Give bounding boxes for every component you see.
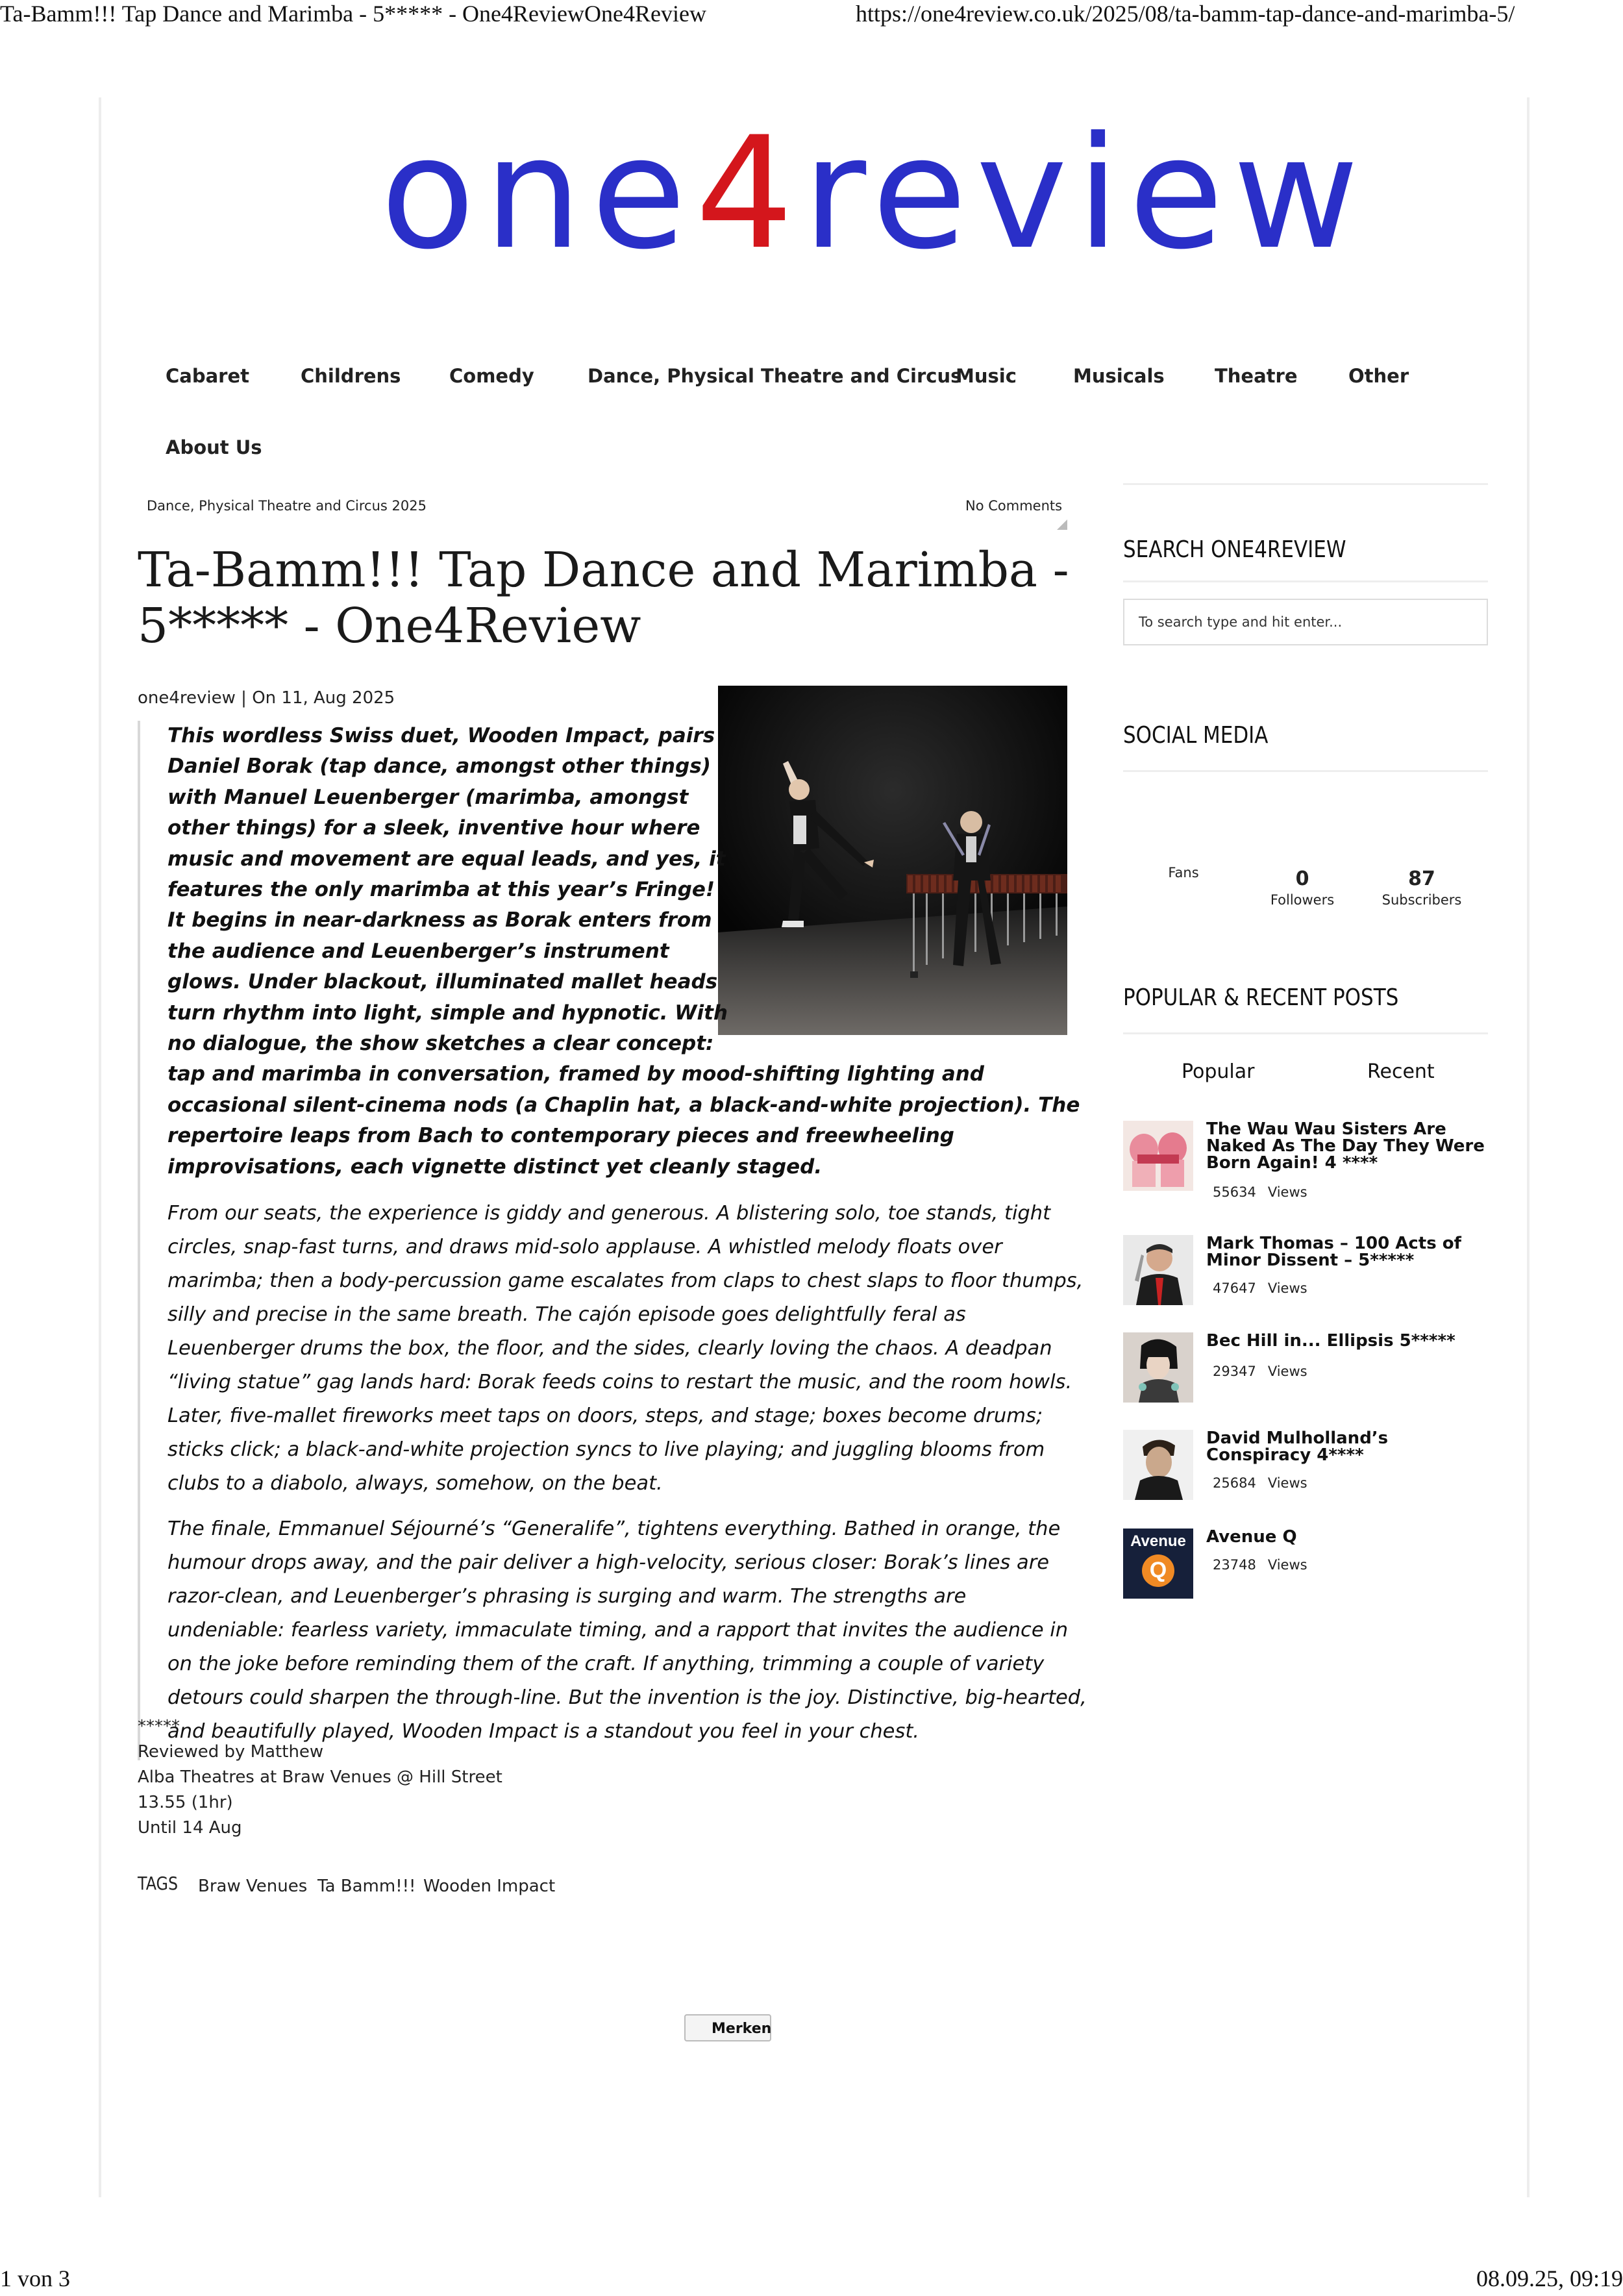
- thumb-avenue-text: Avenue: [1130, 1532, 1186, 1550]
- review-blockquote: [138, 721, 1089, 1760]
- views-count: 23748: [1213, 1557, 1256, 1573]
- sidebar-divider: [1123, 770, 1488, 772]
- search-heading: SEARCH ONE4REVIEW: [1123, 536, 1346, 563]
- social-subscribers[interactable]: [1367, 867, 1477, 909]
- nav-item-musicals[interactable]: Musicals: [1073, 365, 1165, 387]
- post-title: Ta-Bamm!!! Tap Dance and Marimba - 5***** - One4Review: [138, 542, 1069, 654]
- post-views: [1213, 1184, 1307, 1200]
- print-page-title: Ta-Bamm!!! Tap Dance and Marimba - 5***** - One4ReviewOne4Review: [0, 1, 706, 27]
- views-label: Views: [1267, 1364, 1307, 1379]
- list-item[interactable]: [1123, 1529, 1488, 1600]
- review-paragraph-3: The finale, Emmanuel Séjourné’s “Generalife”, tightens everything. Bathed in orange, the humour drops away, and the pair deliver a high-velocity, serious closer: Borak’s lines are razor-clean, and Leuenberger’s phrasing is surging and warm. The strengths are undeniable: fearless variety, immaculate timing, and a rapport that invites the audience in on the joke before reminding them of the craft. If anything, trimming a couple of variety detours could sharpen the through-line. But the invention is the joy. Distinctive, big-hearted, and beautifully played, Wooden Impact is a standout you feel in your chest.: [167, 1517, 1087, 1743]
- nav-item-theatre[interactable]: Theatre: [1215, 365, 1298, 387]
- post-link[interactable]: The Wau Wau Sisters Are Naked As The Day They Were Born Again! 4 ****: [1206, 1119, 1485, 1173]
- print-datetime: 08.09.25, 09:19: [1476, 2265, 1623, 2291]
- site-logo[interactable]: one4review: [380, 104, 1369, 284]
- review-details: [138, 1714, 502, 1841]
- post-link[interactable]: Bec Hill in... Ellipsis 5*****: [1206, 1331, 1456, 1351]
- post-link[interactable]: Avenue Q: [1206, 1527, 1297, 1547]
- nav-item-other[interactable]: Other: [1348, 365, 1409, 387]
- social-subscribers-count: 87: [1408, 867, 1435, 890]
- views-label: Views: [1267, 1557, 1307, 1573]
- social-followers-label: Followers: [1270, 892, 1335, 908]
- merken-button[interactable]: [684, 2014, 771, 2041]
- review-rating: *****: [138, 1717, 180, 1736]
- tags-label: TAGS: [138, 1873, 179, 1894]
- search-input[interactable]: To search type and hit enter...: [1123, 599, 1488, 645]
- nav-item-about-us[interactable]: About Us: [166, 436, 262, 458]
- popular-recent-heading: POPULAR & RECENT POSTS: [1123, 984, 1399, 1011]
- comments-corner-marker: [1057, 519, 1067, 530]
- views-count: 25684: [1213, 1475, 1256, 1491]
- tag-braw-venues[interactable]: Braw Venues: [198, 1877, 308, 1896]
- post-thumbnail[interactable]: [1123, 1235, 1193, 1305]
- social-followers-count: 0: [1295, 867, 1309, 890]
- post-views: [1213, 1364, 1307, 1379]
- nav-item-cabaret[interactable]: Cabaret: [166, 365, 250, 387]
- nav-item-childrens[interactable]: Childrens: [301, 365, 401, 387]
- post-byline: one4review | On 11, Aug 2025: [138, 688, 395, 708]
- sidebar-divider: [1123, 483, 1488, 485]
- social-fans-label: Fans: [1168, 865, 1199, 880]
- nav-item-music[interactable]: Music: [956, 365, 1017, 387]
- list-item[interactable]: [1123, 1332, 1488, 1404]
- social-subscribers-label: Subscribers: [1381, 892, 1462, 908]
- nav-item-dance[interactable]: Dance, Physical Theatre and Circus: [588, 365, 962, 387]
- views-label: Views: [1267, 1184, 1307, 1200]
- views-label: Views: [1267, 1475, 1307, 1491]
- list-item[interactable]: [1123, 1119, 1488, 1200]
- social-media-heading: SOCIAL MEDIA: [1123, 722, 1269, 749]
- tab-popular[interactable]: Popular: [1182, 1060, 1255, 1083]
- list-item[interactable]: [1123, 1430, 1488, 1501]
- social-followers[interactable]: [1247, 867, 1357, 909]
- show-time: 13.55 (1hr): [138, 1793, 233, 1812]
- views-count: 55634: [1213, 1184, 1256, 1200]
- social-fans[interactable]: [1128, 864, 1239, 882]
- tag-wooden-impact[interactable]: Wooden Impact: [423, 1877, 556, 1896]
- post-link[interactable]: David Mulholland’s Conspiracy 4****: [1206, 1429, 1389, 1465]
- sidebar-divider: [1123, 1032, 1488, 1034]
- reviewer: Reviewed by Matthew: [138, 1742, 324, 1762]
- post-thumbnail[interactable]: [1123, 1529, 1193, 1599]
- tab-recent[interactable]: Recent: [1367, 1060, 1435, 1083]
- post-views: [1213, 1557, 1307, 1573]
- tag-ta-bamm[interactable]: Ta Bamm!!!: [317, 1877, 416, 1896]
- post-link[interactable]: Mark Thomas – 100 Acts of Minor Dissent – 5*****: [1206, 1234, 1461, 1270]
- thumb-q-text: Q: [1149, 1558, 1167, 1582]
- post-views: [1213, 1475, 1307, 1491]
- run-dates: Until 14 Aug: [138, 1818, 242, 1838]
- list-item[interactable]: [1123, 1235, 1488, 1306]
- post-views: [1213, 1280, 1307, 1296]
- post-thumbnail[interactable]: [1123, 1332, 1193, 1403]
- post-thumbnail[interactable]: [1123, 1121, 1193, 1191]
- views-count: 47647: [1213, 1280, 1256, 1296]
- venue: Alba Theatres at Braw Venues @ Hill Street: [138, 1767, 502, 1787]
- post-category-link[interactable]: Dance, Physical Theatre and Circus 2025: [147, 498, 427, 514]
- print-page-url: https://one4review.co.uk/2025/08/ta-bamm-tap-dance-and-marimba-5/: [856, 1, 1515, 27]
- review-paragraph-2: From our seats, the experience is giddy and generous. A blistering solo, toe stands, tight circles, snap-fast turns, and draws mid-solo applause. A whistled melody floats over marimba; then a body-percussion game escalates from claps to chest slaps to floor thumps, silly and precise in the same breath. The cajón episode goes delightfully feral as Leuenberger drums the box, the floor, and the sides, clearly loving the chaos. A deadpan “living statue” gag lands hard: Borak feeds coins to restart the music, and the room howls. Later, five-mallet fireworks meet taps on doors, steps, and stage; boxes become drums; sticks click; a black-and-white projection syncs to live playing; and juggling blooms from clubs to a diabolo, always, somehow, on the beat.: [167, 1202, 1084, 1495]
- review-paragraph-1: [167, 721, 1089, 1182]
- sidebar-divider: [1123, 580, 1488, 582]
- comments-link[interactable]: No Comments: [965, 498, 1063, 514]
- views-count: 29347: [1213, 1364, 1256, 1379]
- post-thumbnail[interactable]: [1123, 1430, 1193, 1500]
- merken-label: Merken: [712, 2021, 772, 2037]
- print-page-number: 1 von 3: [0, 2265, 70, 2291]
- nav-item-comedy[interactable]: Comedy: [449, 365, 534, 387]
- review-paragraph-1-text: This wordless Swiss duet, Wooden Impact, pairs Daniel Borak (tap dance, amongst other things) with Manuel Leuenberger (marimba, amongst other things) for a sleek, inventive hour where music and movement are equal leads, and yes, it features the only marimba at this year’s Fringe! It begins in near-darkness as Borak enters from the audience and Leuenberger’s instrument glows. Under blackout, illuminated mallet heads turn rhythm into light, simple and hypnotic. With no dialogue, the show sketches a clear concept: tap and marimba in conversation, framed by mood-shifting lighting and occasional silent-cinema nods (a Chaplin hat, a black-and-white projection). The repertoire leaps from Bach to contemporary pieces and freewheeling improvisations, each vignette distinct yet cleanly staged.: [167, 724, 1080, 1179]
- views-label: Views: [1267, 1280, 1307, 1296]
